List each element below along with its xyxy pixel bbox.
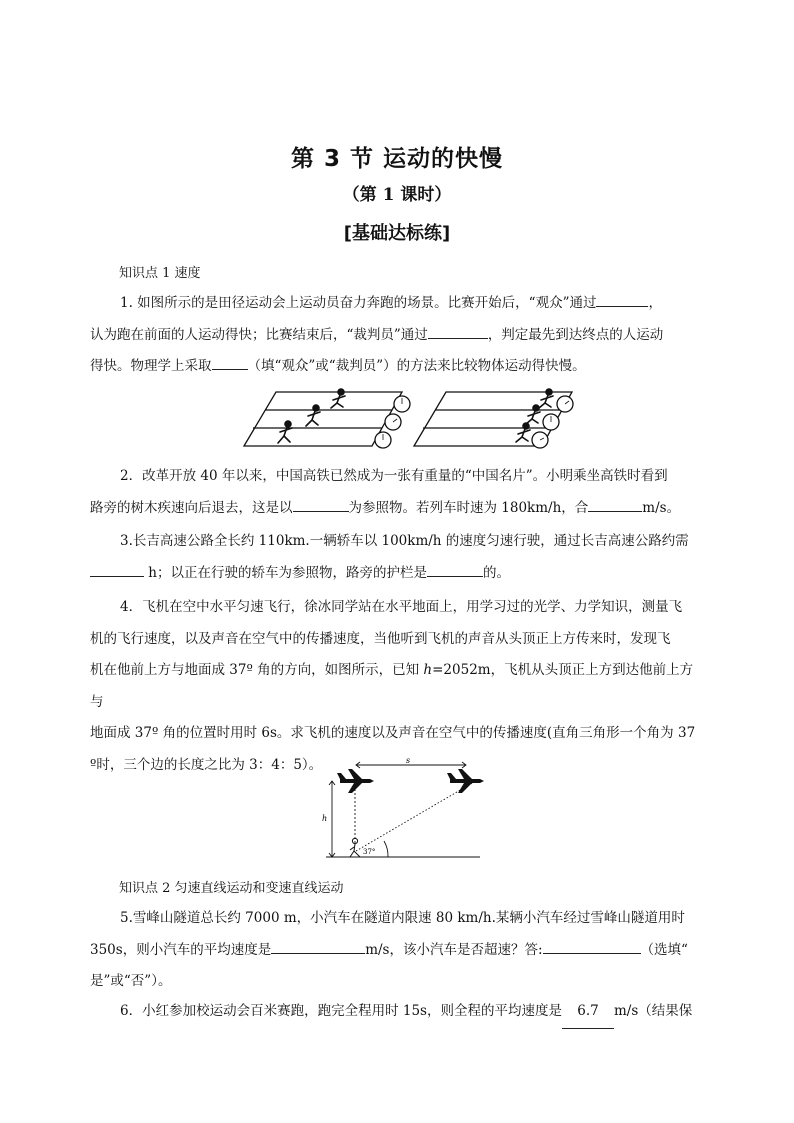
question-4 [90, 592, 702, 781]
q3-text-b: h；以正在行驶的轿车为参照物，路旁的护栏是 [144, 564, 427, 581]
q6-text-b: m/s（结果保 [614, 1003, 693, 1019]
q5-blank-1[interactable] [271, 938, 365, 954]
q2-text-b: 路旁的树木疾速向后退去，这是以 [90, 499, 293, 516]
question-3 [90, 526, 702, 589]
q4-line-2: 机的飞行速度，以及声音在空气中的传播速度，当他听到飞机的声音从头顶正上方传来时，发现飞 [90, 630, 671, 647]
q1-text-d: ，判定最先到达终点的人运动 [487, 326, 664, 343]
q3-blank-2[interactable] [427, 561, 483, 577]
q5-blank-2[interactable] [543, 938, 641, 954]
q5-text-b: 350s，则小汽车的平均速度是 [90, 941, 272, 958]
q6-answer[interactable]: 6.7 [562, 996, 614, 1029]
knowledge-point-1: 知识点 1 速度 [119, 266, 201, 281]
q1-text-e: 得快。物理学上采取 [90, 358, 212, 374]
knowledge-point-2: 知识点 2 匀速直线运动和变速直线运动 [119, 881, 344, 896]
q2-text-c: 为参照物。若列车时速为 180km/h，合 [348, 499, 589, 516]
q2-blank-2[interactable] [588, 496, 642, 512]
question-5 [90, 903, 702, 998]
q3-blank-1[interactable] [90, 561, 144, 577]
q4-line-5: º时，三个边的长度之比为 3：4：5）。 [90, 756, 323, 773]
question-1 [90, 288, 702, 383]
q1-text-a: 1. 如图所示的是田径运动会上运动员奋力奔跑的场景。比赛开始后，“观众”通过 [120, 295, 597, 311]
q2-blank-1[interactable] [293, 496, 349, 512]
q5-text-d: （选填“ [640, 941, 688, 958]
q4-line-3b: =2052m，飞机从头顶正上方到达他前上方与 [90, 662, 694, 710]
q1-text-c: 认为跑在前面的人运动得快；比赛结束后，“裁判员”通过 [90, 326, 428, 343]
q3-text-a: 3.长吉高速公路全长约 110km.一辆轿车以 100km/h 的速度匀速行驶，通过长吉高速公路约需 [120, 533, 689, 549]
section-heading: [基础达标练] [343, 223, 451, 244]
q1-blank-1[interactable] [596, 291, 648, 307]
question-6 [90, 996, 702, 1029]
q2-text-d: m/s。 [642, 499, 681, 516]
airplane-figure [318, 757, 490, 863]
q4-line-4: 地面成 37º 角的位置时用时 6s。求飞机的速度以及声音在空气中的传播速度(直角三角形一个角为 37 [90, 725, 696, 741]
q1-blank-2[interactable] [428, 323, 488, 339]
q1-blank-3[interactable] [212, 354, 248, 370]
q6-text-a: 6．小红参加校运动会百米赛跑，跑完全程用时 15s，则全程的平均速度是 [120, 1003, 562, 1019]
q5-text-e: 是”或“否”）。 [90, 973, 172, 989]
q4-line-3a: 机在他前上方与地面成 37º 角的方向，如图所示，已知 [90, 662, 424, 678]
question-2 [90, 461, 702, 524]
page-title: 第 3 节 运动的快慢 [290, 146, 504, 172]
q1-text-f: （填“观众”或“裁判员”）的方法来比较物体运动得快慢。 [247, 358, 586, 374]
q5-text-a: 5.雪峰山隧道总长约 7000 m，小汽车在隧道内限速 80 km/h.某辆小汽车经过雪峰山隧道用时 [120, 910, 685, 926]
label-s: s [405, 757, 411, 765]
q1-text-b: ， [648, 295, 662, 311]
running-tracks-figure [240, 386, 584, 456]
lesson-subtitle: （第 1 课时） [342, 185, 452, 205]
q5-text-c: m/s，该小汽车是否超速？答: [365, 941, 543, 958]
q2-text-a: 2．改革开放 40 年以来，中国高铁已然成为一张有重量的“中国名片”。小明乘坐高铁时看到 [120, 468, 668, 484]
q4-line-1: 4．飞机在空中水平匀速飞行，徐冰同学站在水平地面上，用学习过的光学、力学知识，测量飞 [120, 599, 683, 615]
q4-var-h: h [423, 662, 433, 678]
label-angle: 37° [363, 848, 376, 856]
q3-text-c: 的。 [483, 564, 510, 581]
label-h: h [322, 814, 328, 823]
